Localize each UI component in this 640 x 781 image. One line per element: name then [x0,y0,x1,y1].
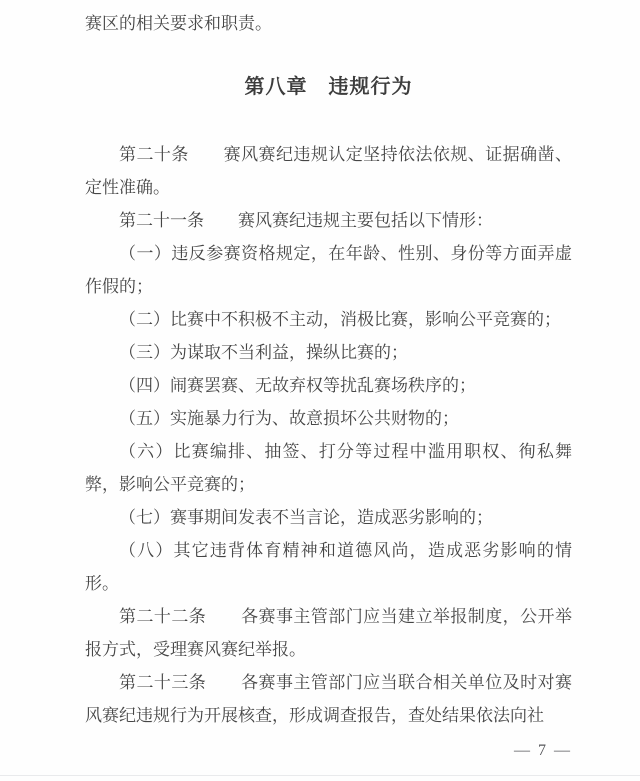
page-number: — 7 — [514,742,572,759]
paragraph: （八）其它违背体育精神和道德风尚，造成恶劣影响的情形。 [85,541,572,593]
paragraph: （五）实施暴力行为、故意损坏公共财物的； [119,409,459,428]
paragraph: （四）闹赛罢赛、无故弃权等扰乱赛场秩序的； [119,376,476,395]
paragraph: （六）比赛编排、抽签、打分等过程中滥用职权、徇私舞弊，影响公平竞赛的； [85,442,572,494]
paragraph: 第二十一条 赛风赛纪违规主要包括以下情形： [119,211,493,230]
page-edge-line [0,775,640,776]
paragraph: （二）比赛中不积极不主动，消极比赛，影响公平竞赛的； [119,310,561,329]
paragraph: 第二十三条 各赛事主管部门应当联合相关单位及时对赛风赛纪违规行为开展核查，形成调查报告，查处结果依法向社 [85,673,572,725]
paragraph: （一）违反参赛资格规定，在年龄、性别、身份等方面弄虚作假的； [85,244,572,296]
paragraph: （七）赛事期间发表不当言论，造成恶劣影响的； [119,508,493,527]
paragraph-intro: 赛区的相关要求和职责。 [85,14,272,33]
document-body [85,138,572,732]
paragraph: 第二十条 赛风赛纪违规认定坚持依法依规、证据确凿、定性准确。 [85,145,572,197]
paragraph: （三）为谋取不当利益，操纵比赛的； [119,343,408,362]
paragraph: 第二十二条 各赛事主管部门应当建立举报制度，公开举报方式，受理赛风赛纪举报。 [85,607,572,659]
chapter-heading: 第八章 违规行为 [244,76,413,98]
